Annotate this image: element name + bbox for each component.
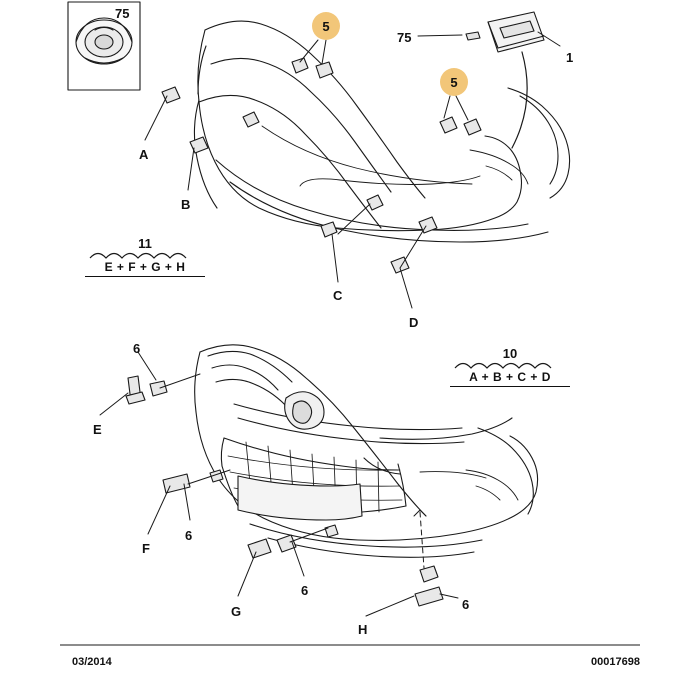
callout-badge-5-top: 5	[312, 12, 340, 40]
diagram-date: 03/2014	[72, 656, 112, 668]
label-b: B	[181, 197, 191, 212]
callout-badge-5-mid: 5	[440, 68, 468, 96]
label-g: G	[231, 604, 242, 619]
label-f: F	[142, 541, 150, 556]
part-number-75-clip: 75	[397, 30, 412, 45]
group-11-formula: E + F + G + H	[104, 260, 186, 274]
part-number-6-h: 6	[462, 597, 470, 612]
part-number-1: 1	[566, 50, 574, 65]
group-11	[85, 236, 205, 274]
label-d: D	[409, 315, 419, 330]
label-c: C	[333, 288, 343, 303]
group-10	[450, 346, 570, 384]
diagram-reference: 00017698	[591, 656, 640, 668]
group-10-formula: A + B + C + D	[469, 370, 551, 384]
group-11-number: 11	[138, 236, 152, 251]
part-number-6-g: 6	[301, 583, 309, 598]
part-number-6-e: 6	[133, 341, 141, 356]
label-a: A	[139, 147, 149, 162]
part-number-6-f: 6	[185, 528, 193, 543]
label-h: H	[358, 622, 368, 637]
group-10-number: 10	[502, 346, 518, 361]
part-number-75-inset: 75	[115, 6, 130, 21]
label-e: E	[93, 422, 102, 437]
